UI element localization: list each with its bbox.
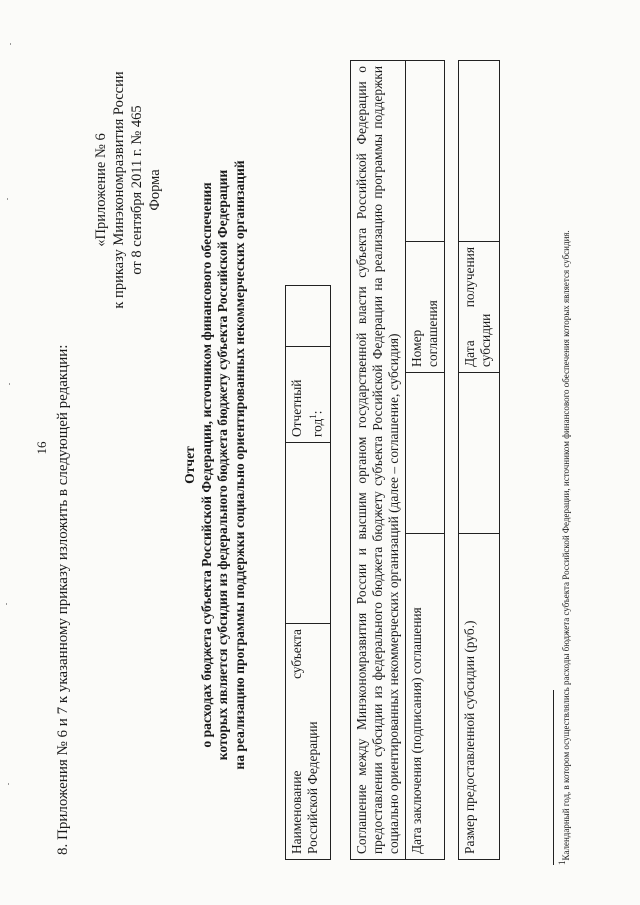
appendix-header — [92, 40, 164, 340]
report-title — [182, 65, 248, 865]
agreement-date-value[interactable] — [406, 373, 445, 534]
scan-speck — [8, 783, 9, 785]
footnote-text: Календарный год, в котором осуществлялись расходы бюджета субъекта Российской Федерации, источником финансового обеспечения которых является субсидия. — [561, 230, 571, 861]
appendix-number: «Приложение № 6 — [93, 133, 109, 247]
agreement-date-label: Дата заключения (подписания) соглашения — [406, 534, 445, 860]
label-text: субсидии — [478, 313, 493, 367]
scan-speck — [10, 43, 11, 45]
label-text: субъекта — [289, 629, 304, 679]
label-text: получения — [462, 247, 477, 308]
scan-speck — [7, 198, 8, 200]
intro-paragraph: 8. Приложения № 6 и 7 к указанному приказу изложить в следующей редакции: — [55, 344, 71, 855]
agreement-number-value[interactable] — [406, 61, 445, 242]
label-text: Российской Федерации — [305, 721, 320, 854]
footnote-mark: 1 — [308, 414, 318, 419]
subject-table — [285, 285, 331, 860]
label-text: год — [309, 418, 325, 437]
footnote-divider — [553, 690, 554, 865]
report-year-label — [286, 347, 331, 443]
subsidy-received-date-label — [459, 242, 500, 373]
appendix-form-label: Форма — [147, 169, 163, 211]
report-year-value[interactable] — [286, 286, 331, 347]
label-text: Дата — [462, 340, 477, 367]
agreement-number-label — [406, 242, 445, 373]
label-text: Отчетный — [289, 379, 304, 437]
appendix-date: от 8 сентября 2011 г. № 465 — [129, 105, 145, 275]
page-number: 16 — [34, 441, 49, 455]
appendix-order: к приказу Минэкономразвития России — [111, 71, 127, 309]
label-text: соглашения — [425, 300, 440, 367]
scan-speck — [9, 383, 10, 385]
subsidy-amount-label: Размер предоставленной субсидии (руб.) — [459, 534, 500, 860]
agreement-description: Соглашение между Минэкономразвития России и высшим органом государственной власти субъекта Российской Федерации о предоставлении субсидии из федерального бюджета бюджету субъекта Российской Федерации на реализацию программы поддержки социально ориентированных некоммерческих организаций (далее – соглашение, субсидия) — [351, 61, 406, 860]
report-title-line: о расходах бюджета субъекта Российской Федерации, источником финансового обеспечения — [198, 182, 214, 748]
subject-name-value[interactable] — [286, 443, 331, 624]
subsidy-received-date-value[interactable] — [459, 61, 500, 242]
report-title-line: которых является субсидия из федерального бюджета бюджету субъекта Российской Федерации — [215, 169, 230, 761]
subsidy-table — [458, 60, 500, 860]
label-text: Наименование — [289, 770, 304, 854]
subsidy-amount-value[interactable] — [459, 373, 500, 534]
footnote-mark: 1 — [557, 860, 567, 865]
subject-name-label — [286, 624, 331, 860]
agreement-table — [350, 60, 445, 860]
report-heading: Отчет — [182, 446, 197, 484]
label-text: : — [309, 410, 325, 415]
label-text: Номер — [409, 329, 424, 367]
footnote — [557, 230, 571, 865]
report-title-line: на реализацию программы поддержки социально ориентированных некоммерческих организаций — [231, 160, 247, 770]
scan-speck — [6, 603, 7, 605]
